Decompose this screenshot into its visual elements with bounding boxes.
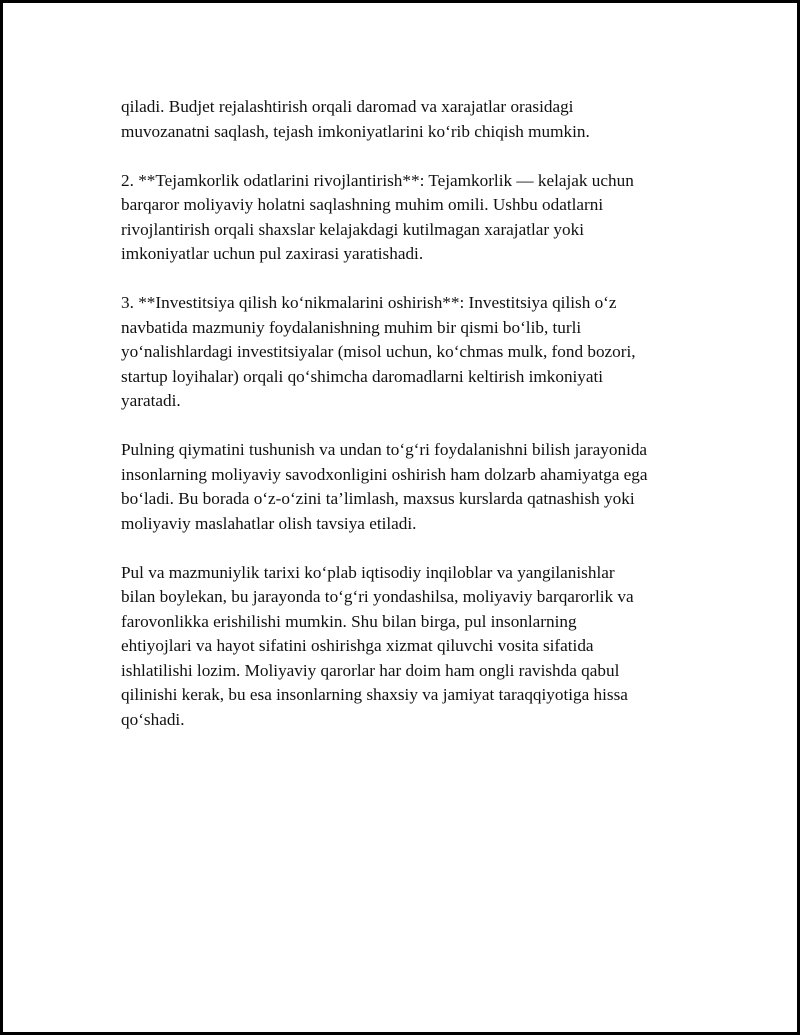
paragraph-saving-habits: 2. **Tejamkorlik odatlarini rivojlantirish**: Tejamkorlik — kelajak uchun barqaror moliyaviy holatni saqlashning muhim omili. Ushbu odatlarni rivojlantirish orqali shaxslar kelajakdagi kutilmagan xarajatlar yoki imkoniyatlar uchun pul zaxirasi yaratishadi. <box>121 170 634 263</box>
paragraph-financial-literacy: Pulning qiymatini tushunish va undan to‘g‘ri foydalanishni bilish jarayonida insonlarning moliyaviy savodxonligini oshirish ham dolzarb ahamiyatga ega bo‘ladi. Bu borada o‘z-o‘zini ta’limlash, maxsus kurslarda qatnashish yoki moliyaviy maslahatlar olish tavsiya etiladi. <box>121 440 648 533</box>
document-body <box>121 95 691 757</box>
paragraph-conclusion: Pul va mazmuniylik tarixi ko‘plab iqtisodiy inqiloblar va yangilanishlar bilan boylekan, bu jarayonda to‘g‘ri yondashilsa, moliyaviy barqarorlik va farovonlikka erishilishi mumkin. Shu bilan birga, pul insonlarning ehtiyojlari va hayot sifatini oshirishga xizmat qiluvchi vosita sifatida ishlatilishi lozim. Moliyaviy qarorlar har doim ham ongli ravishda qabul qilinishi kerak, bu esa insonlarning shaxsiy va jamiyat taraqqiyotiga hissa qo‘shadi. <box>121 562 634 729</box>
paragraph-investment-skills: 3. **Investitsiya qilish ko‘nikmalarini oshirish**: Investitsiya qilish o‘z navbatida mazmuniy foydalanishning muhim bir qismi bo‘lib, turli yo‘nalishlardagi investitsiyalar (misol uchun, ko‘chmas mulk, fond bozori, startup loyihalar) orqali qo‘shimcha daromadlarni keltirish imkoniyati yaratadi. <box>121 293 636 410</box>
paragraph-budget-continuation: qiladi. Budjet rejalashtirish orqali daromad va xarajatlar orasidagi muvozanatni saqlash, tejash imkoniyatlarini ko‘rib chiqish mumkin. <box>121 97 590 141</box>
